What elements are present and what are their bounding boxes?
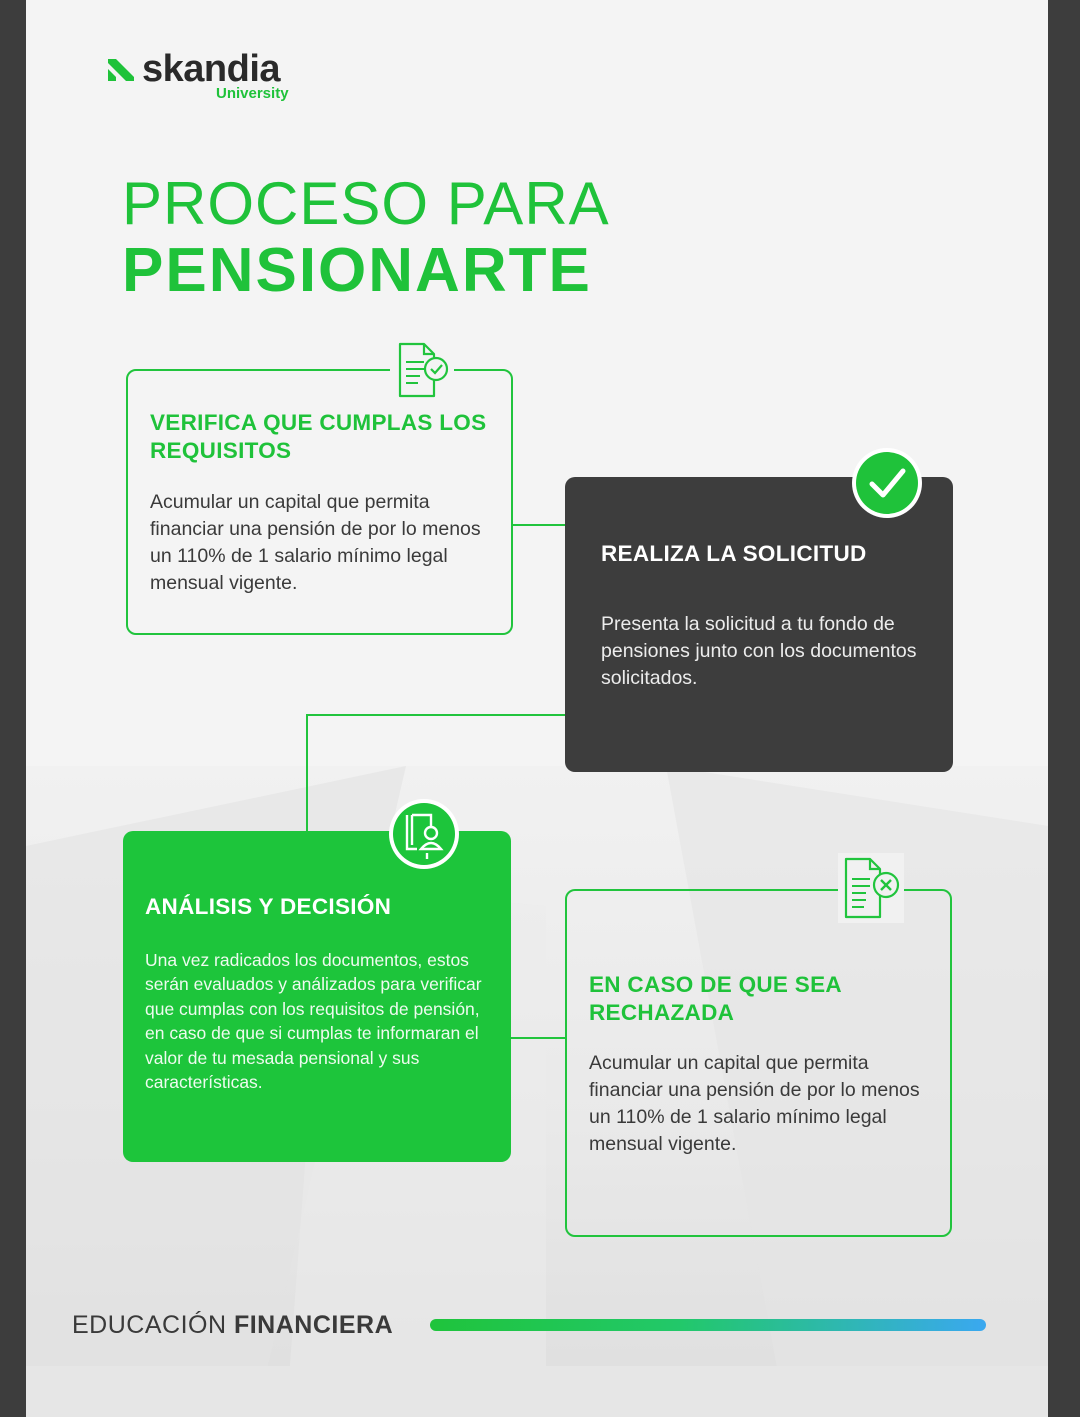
brand-subtitle: University	[216, 85, 289, 102]
footer-label-light: EDUCACIÓN	[72, 1311, 227, 1339]
step-heading: REALIZA LA SOLICITUD	[601, 541, 867, 566]
page-title-line2: PENSIONARTE	[122, 236, 592, 305]
footer-gradient-bar	[430, 1319, 986, 1331]
infographic-page	[26, 0, 1048, 1417]
document-check-icon	[388, 338, 454, 404]
step-card-analysis	[123, 831, 511, 1162]
step-description: Acumular un capital que permita financiar una pensión de por lo menos un 110% de 1 salario mínimo legal mensual vigente.	[150, 491, 481, 594]
page-title-line1: PROCESO PARA	[122, 170, 610, 237]
step-description: Presenta la solicitud a tu fondo de pensiones junto con los documentos solicitados.	[601, 613, 917, 689]
brand-name: skandia	[142, 48, 281, 90]
step-description: Una vez radicados los documentos, estos serán evaluados y análizados para verificar que cumplas con los requisitos de pensión, en caso de que si cumplas te informaran el valor de tu mesada pensional y sus características.	[145, 950, 482, 1093]
footer-label	[72, 1310, 393, 1340]
document-x-icon	[836, 853, 906, 923]
checkmark-circle-icon	[850, 446, 924, 520]
step-card-application	[565, 477, 953, 772]
step-heading: EN CASO DE QUE SEA RECHAZADA	[589, 972, 842, 1025]
footer-label-bold: FINANCIERA	[233, 1311, 394, 1339]
step-card-rejected	[565, 889, 952, 1237]
step-heading: VERIFICA QUE CUMPLAS LOS REQUISITOS	[150, 410, 487, 463]
step-heading: ANÁLISIS Y DECISIÓN	[145, 894, 392, 919]
step-card-requirements	[126, 369, 513, 635]
profile-document-icon	[387, 797, 461, 871]
step-description: Acumular un capital que permita financiar una pensión de por lo menos un 110% de 1 salario mínimo legal mensual vigente.	[589, 1052, 920, 1155]
